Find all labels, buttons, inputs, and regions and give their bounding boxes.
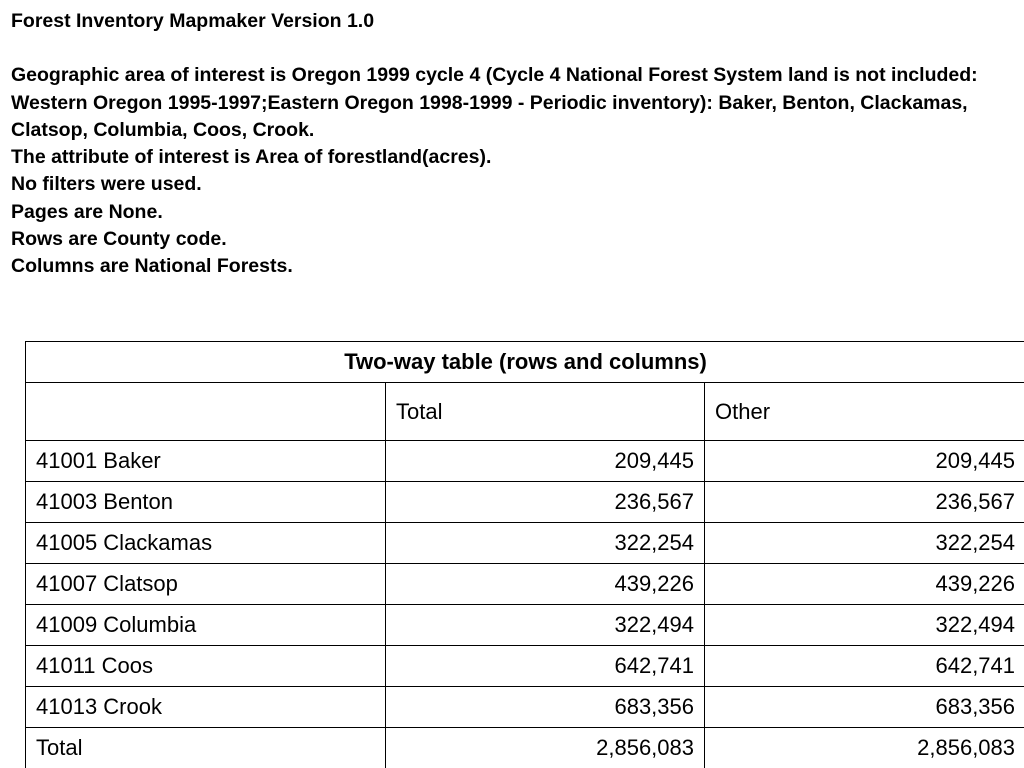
total-cell: 209,445 — [386, 441, 705, 482]
two-way-table — [25, 341, 1024, 768]
report-title: Forest Inventory Mapmaker Version 1.0 — [11, 10, 375, 32]
table-header-row — [26, 383, 1024, 441]
table-row-total — [26, 728, 1024, 768]
table-row — [26, 523, 1024, 564]
column-header-total: Total — [386, 383, 705, 441]
pages-text: Pages are None. — [11, 200, 163, 223]
filters-text: No filters were used. — [11, 173, 202, 196]
table-caption-row — [26, 342, 1024, 383]
table-row — [26, 646, 1024, 687]
total-cell: 642,741 — [386, 646, 705, 687]
column-header-other: Other — [705, 383, 1024, 441]
spacer — [11, 35, 1016, 62]
total-cell: 2,856,083 — [386, 728, 705, 768]
columns-text: Columns are National Forests. — [11, 255, 293, 278]
total-cell: 683,356 — [386, 687, 705, 728]
row-label: 41003 Benton — [26, 482, 386, 523]
table-row — [26, 564, 1024, 605]
total-cell: 322,254 — [386, 523, 705, 564]
two-way-table-container — [25, 341, 1024, 768]
table-row — [26, 605, 1024, 646]
total-cell: 236,567 — [386, 482, 705, 523]
table-row — [26, 441, 1024, 482]
report-header — [11, 8, 1016, 281]
row-label: 41001 Baker — [26, 441, 386, 482]
total-cell: 322,494 — [386, 605, 705, 646]
attribute-text: The attribute of interest is Area of forestland(acres). — [11, 146, 492, 169]
other-cell: 439,226 — [705, 564, 1024, 605]
total-cell: 439,226 — [386, 564, 705, 605]
table-caption: Two-way table (rows and columns) — [26, 342, 1024, 383]
row-label: Total — [26, 728, 386, 768]
other-cell: 322,254 — [705, 523, 1024, 564]
row-label: 41007 Clatsop — [26, 564, 386, 605]
row-label: 41013 Crook — [26, 687, 386, 728]
other-cell: 683,356 — [705, 687, 1024, 728]
other-cell: 2,856,083 — [705, 728, 1024, 768]
other-cell: 642,741 — [705, 646, 1024, 687]
table-row — [26, 482, 1024, 523]
area-of-interest-text: Geographic area of interest is Oregon 1999 cycle 4 (Cycle 4 National Forest System land is not included: Western Oregon 1995-1997;Eastern Oregon 1998-1999 - Periodic inventory): Baker, Benton, Clackamas, Clatsop, Columbia, Coos, Crook. — [11, 64, 978, 141]
row-label: 41005 Clackamas — [26, 523, 386, 564]
table-row — [26, 687, 1024, 728]
row-label: 41009 Columbia — [26, 605, 386, 646]
rows-text: Rows are County code. — [11, 228, 227, 251]
row-label: 41011 Coos — [26, 646, 386, 687]
column-header-rowlabel — [26, 383, 386, 441]
other-cell: 209,445 — [705, 441, 1024, 482]
other-cell: 322,494 — [705, 605, 1024, 646]
other-cell: 236,567 — [705, 482, 1024, 523]
